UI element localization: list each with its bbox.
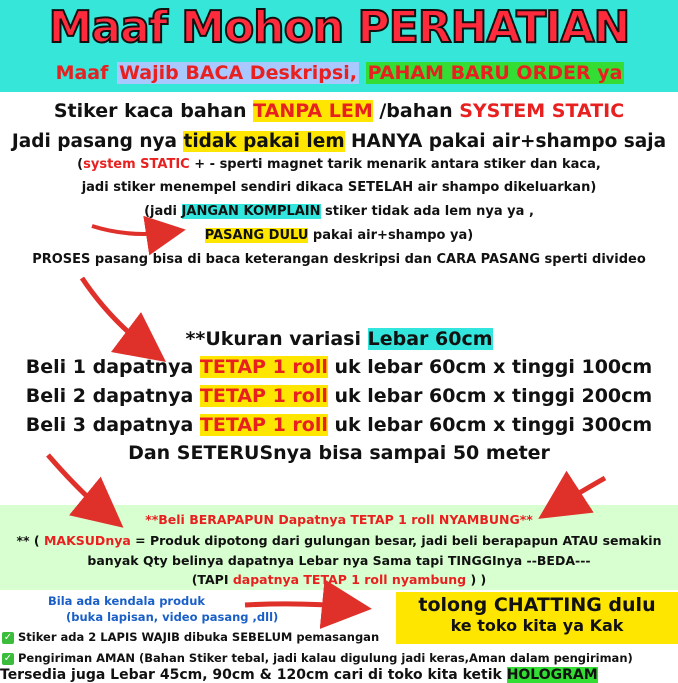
highlight-text: dapatnya TETAP 1 roll nyambung: [232, 572, 467, 587]
red-arrow-icon: [245, 604, 352, 607]
highlight-text: MAKSUDnya: [43, 533, 131, 548]
red-arrow-icon: [92, 226, 170, 234]
red-arrow-icon: [555, 478, 605, 508]
text: stiker tidak ada lem nya ya ,: [320, 204, 534, 219]
highlight-text: HOLOGRAM: [506, 667, 598, 683]
green-title: **Beli BERAPAPUN Dapatnya TETAP 1 roll NYAMBUNG**: [145, 512, 533, 527]
text: Beli 2 dapatnya: [25, 385, 200, 407]
highlight-text: TETAP 1 roll: [199, 414, 328, 436]
kendala-line-2: (buka lapisan, video pasang ,dll): [66, 610, 279, 624]
highlight-text: Lebar 60cm: [367, 328, 493, 350]
check-icon: ✓: [3, 652, 13, 664]
info-line-4: jadi stiker menempel sendiri dikaca SETELAH air shampo dikeluarkan): [81, 180, 597, 195]
highlight-text: SYSTEM STATIC: [459, 100, 625, 122]
text: Jadi pasang nya: [11, 131, 184, 152]
subtitle-part1: Maaf: [55, 62, 116, 84]
chat-line-2: ke toko kita ya Kak: [450, 616, 624, 635]
highlight-text: TETAP 1 roll: [199, 385, 328, 407]
highlight-text: system STATIC: [83, 157, 190, 172]
subtitle-part2: Wajib BACA Deskripsi,: [119, 62, 357, 84]
check-icon: ✓: [3, 631, 13, 643]
text: HANYA pakai air+shampo saja: [344, 131, 667, 152]
text: uk lebar 60cm x tinggi 300cm: [327, 414, 653, 436]
subtitle-part3: PAHAM BARU ORDER ya: [367, 62, 623, 84]
text: Beli 1 dapatnya: [25, 356, 200, 378]
text: Beli 3 dapatnya: [25, 414, 200, 436]
info-line-7: PROSES pasang bisa di baca keterangan deskripsi dan CARA PASANG sperti divideo: [32, 252, 646, 267]
text: **Ukuran variasi: [185, 328, 368, 350]
text: uk lebar 60cm x tinggi 200cm: [327, 385, 653, 407]
page-title: Maaf Mohon PERHATIAN: [48, 2, 630, 53]
green-line-2: banyak Qty belinya dapatnya Lebar nya Sama tapi TINGGInya --BEDA---: [87, 553, 591, 568]
size-more: Dan SETERUSnya bisa sampai 50 meter: [128, 442, 550, 464]
text: ) ): [466, 572, 487, 587]
text: + - sperti magnet tarik menarik antara stiker dan kaca,: [189, 157, 601, 172]
note-text: Stiker ada 2 LAPIS WAJIB dibuka SEBELUM pemasangan: [18, 630, 380, 644]
highlight-text: PASANG DULU: [204, 228, 309, 243]
text: /bahan: [372, 100, 460, 122]
text: Tersedia juga Lebar 45cm, 90cm & 120cm cari di toko kita ketik: [0, 667, 507, 683]
highlight-text: TETAP 1 roll: [199, 356, 328, 378]
text: uk lebar 60cm x tinggi 100cm: [327, 356, 653, 378]
text: Stiker kaca bahan: [53, 100, 254, 122]
text: (: [77, 157, 84, 172]
highlight-text: tidak pakai lem: [183, 131, 345, 152]
text: ** (: [16, 533, 44, 548]
text: (TAPI: [191, 572, 233, 587]
chat-line-1: tolong CHATTING dulu: [418, 594, 656, 616]
note-text: Pengiriman AMAN (Bahan Stiker tebal, jadi kalau digulung jadi keras,Aman dalam pengiriman): [18, 651, 633, 665]
text: pakai air+shampo ya): [308, 228, 474, 243]
highlight-text: TANPA LEM: [253, 100, 373, 122]
kendala-line-1: Bila ada kendala produk: [48, 594, 206, 608]
highlight-text: JANGAN KOMPLAIN: [181, 204, 321, 219]
red-arrow-icon: [48, 455, 108, 515]
text: (jadi: [144, 204, 182, 219]
text: = Produk dipotong dari gulungan besar, jadi beli berapapun ATAU semakin: [130, 533, 662, 548]
red-arrow-icon: [82, 278, 150, 350]
